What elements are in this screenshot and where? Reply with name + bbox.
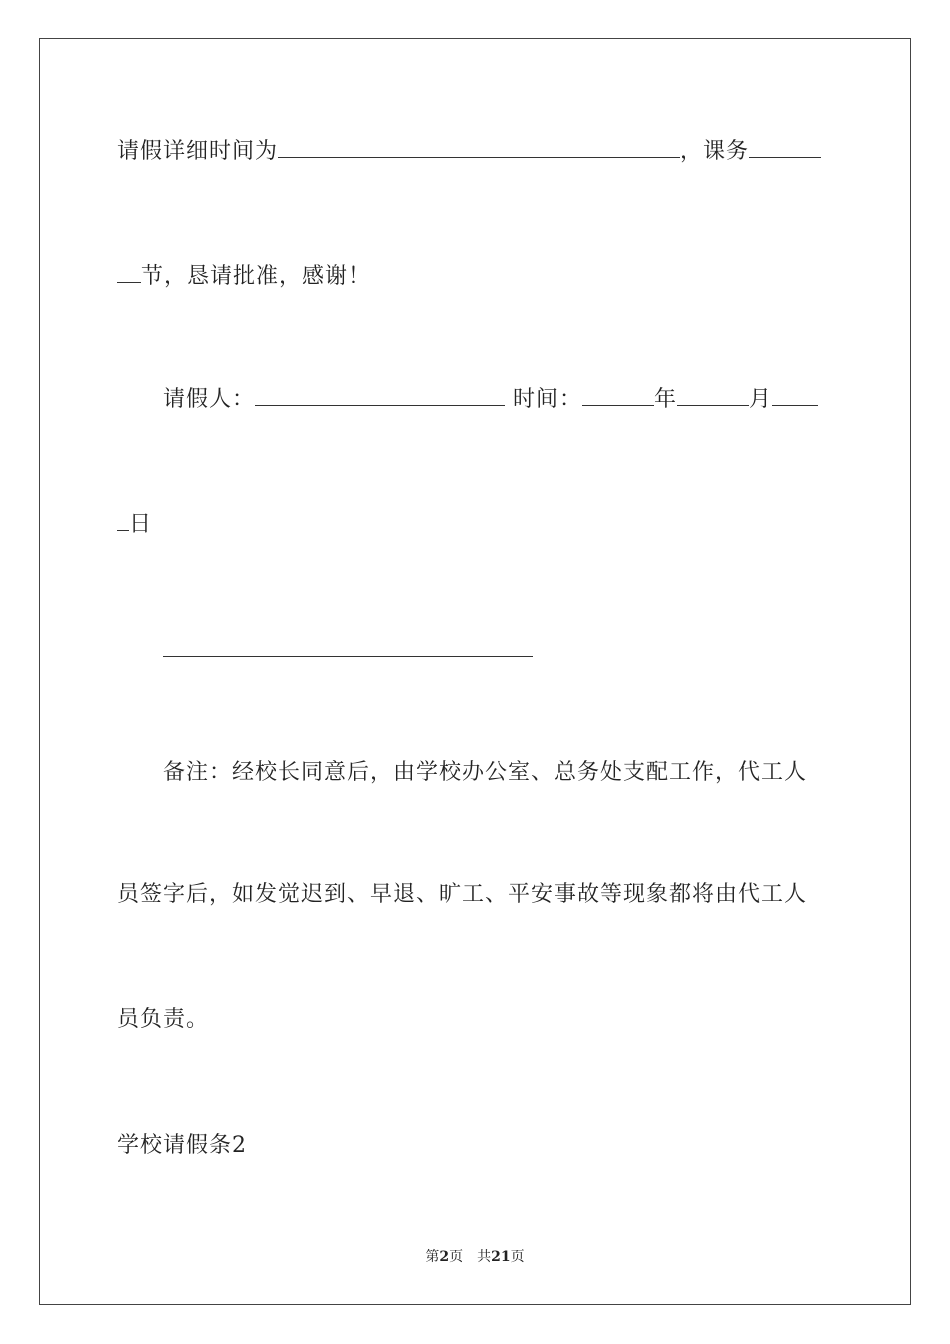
request-approval-line bbox=[117, 262, 371, 291]
page-border bbox=[39, 38, 911, 1305]
day-label: 日 bbox=[129, 512, 153, 537]
page-footer bbox=[0, 1248, 950, 1266]
page-mid: 页 共 bbox=[449, 1249, 492, 1265]
month-label: 月 bbox=[749, 387, 773, 412]
section-title: 学校请假条2 bbox=[117, 1133, 247, 1158]
page-number: 2 bbox=[439, 1249, 450, 1265]
day-blank-cont bbox=[117, 510, 129, 531]
date-label: 时间： bbox=[513, 387, 583, 412]
year-label: 年 bbox=[654, 387, 678, 412]
course-count-blank bbox=[749, 137, 821, 158]
applicant-line bbox=[163, 385, 818, 414]
remark-line-1: 备注：经校长同意后，由学校办公室、总务处支配工作，代工人 bbox=[163, 760, 808, 785]
total-pages: 21 bbox=[491, 1249, 511, 1265]
request-approval-text: 节，恳请批准，感谢！ bbox=[141, 264, 372, 289]
remark-line-3: 员负责。 bbox=[117, 1007, 210, 1032]
year-blank bbox=[582, 385, 654, 406]
course-label: ，课务 bbox=[680, 139, 750, 164]
page-suffix: 页 bbox=[510, 1249, 525, 1265]
course-count-blank-cont bbox=[117, 262, 141, 283]
month-blank bbox=[677, 385, 749, 406]
signature-line bbox=[163, 656, 533, 657]
applicant-label: 请假人： bbox=[163, 387, 256, 412]
leave-time-label: 请假详细时间为 bbox=[117, 139, 279, 164]
leave-time-line bbox=[117, 137, 821, 166]
day-line bbox=[117, 510, 152, 539]
day-blank bbox=[772, 385, 818, 406]
remark-line-2: 员签字后，如发觉迟到、早退、旷工、平安事故等现象都将由代工人 bbox=[117, 882, 808, 907]
applicant-blank bbox=[255, 385, 505, 406]
page-prefix: 第 bbox=[425, 1249, 440, 1265]
leave-time-blank bbox=[278, 137, 680, 158]
